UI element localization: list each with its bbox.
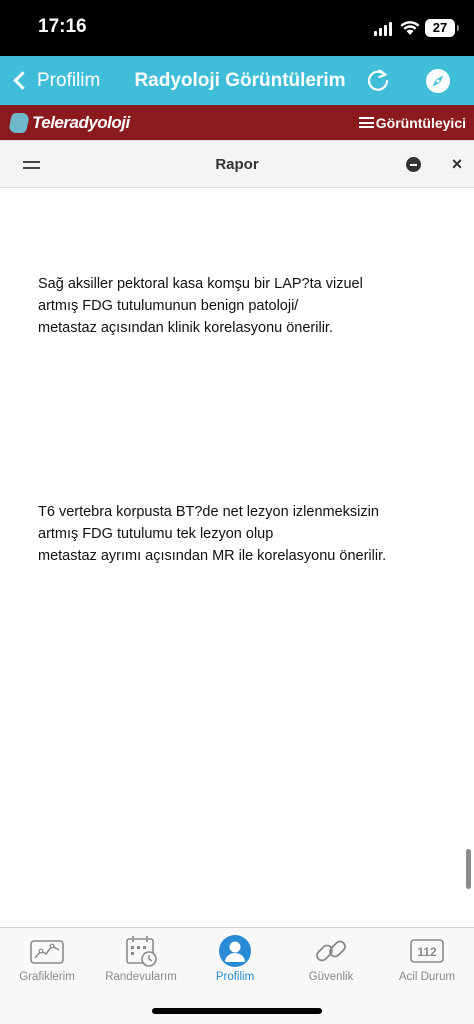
report-line: artmış FDG tutulumu tek lezyon olup (38, 526, 274, 542)
refresh-icon[interactable] (364, 66, 392, 94)
logo-mark-icon (8, 113, 30, 133)
report-body (0, 189, 474, 927)
report-paragraph-2 (38, 501, 438, 567)
report-line: Sağ aksiller pektoral kasa komşu bir LAP?ta vizuel (38, 276, 363, 292)
page-title: Radyoloji Görüntülerim (134, 70, 346, 91)
profile-icon (217, 934, 253, 968)
compass-icon[interactable] (424, 67, 452, 95)
tab-label: Acil Durum (398, 971, 456, 983)
emergency-phone-icon (409, 934, 445, 968)
report-line: artmış FDG tutulumunun benign patoloji/ (38, 298, 299, 314)
brand-bar (0, 105, 474, 140)
status-time: 17:16 (38, 16, 87, 37)
status-bar (0, 0, 474, 56)
back-button[interactable] (12, 56, 100, 105)
report-panel-header (0, 140, 474, 188)
emergency-badge: 112 (417, 945, 437, 959)
minimize-icon[interactable] (406, 157, 421, 172)
battery-icon: 27 (425, 19, 455, 37)
link-icon (313, 934, 349, 968)
report-line: metastaz açısından klinik korelasyonu önerilir. (38, 320, 333, 336)
tab-label: Grafiklerim (19, 971, 75, 983)
report-line: T6 vertebra korpusta BT?de net lezyon izlenmeksizin (38, 504, 379, 520)
wifi-icon (400, 20, 420, 36)
panel-title: Rapor (215, 156, 259, 173)
brand-logo (10, 109, 130, 136)
list-icon (360, 117, 374, 128)
tab-guvenlik[interactable] (284, 928, 378, 998)
calendar-icon (123, 934, 159, 968)
report-line: metastaz ayrımı açısından MR ile korelasyonu önerilir. (38, 548, 387, 564)
tab-acil-durum[interactable] (380, 928, 474, 998)
chart-icon (29, 934, 65, 968)
nav-bar (0, 56, 474, 105)
viewer-label: Görüntüleyici (375, 114, 466, 131)
close-icon[interactable]: × (451, 154, 463, 174)
tab-label: Profilim (215, 971, 255, 983)
chevron-left-icon (13, 71, 31, 89)
tab-label: Güvenlik (308, 971, 354, 983)
scrollbar[interactable] (466, 849, 471, 889)
report-paragraph-1 (38, 273, 438, 339)
viewer-button[interactable] (360, 105, 466, 140)
tab-label: Randevularım (105, 971, 177, 983)
tab-grafiklerim[interactable] (0, 928, 94, 998)
back-label: Profilim (37, 69, 101, 91)
tab-profilim[interactable] (188, 928, 282, 998)
tab-randevularim[interactable] (94, 928, 188, 998)
cellular-signal-icon (374, 22, 394, 36)
home-indicator[interactable] (152, 1008, 322, 1014)
drag-handle-icon[interactable] (23, 161, 40, 169)
brand-logo-text: Teleradyoloji (32, 112, 130, 132)
